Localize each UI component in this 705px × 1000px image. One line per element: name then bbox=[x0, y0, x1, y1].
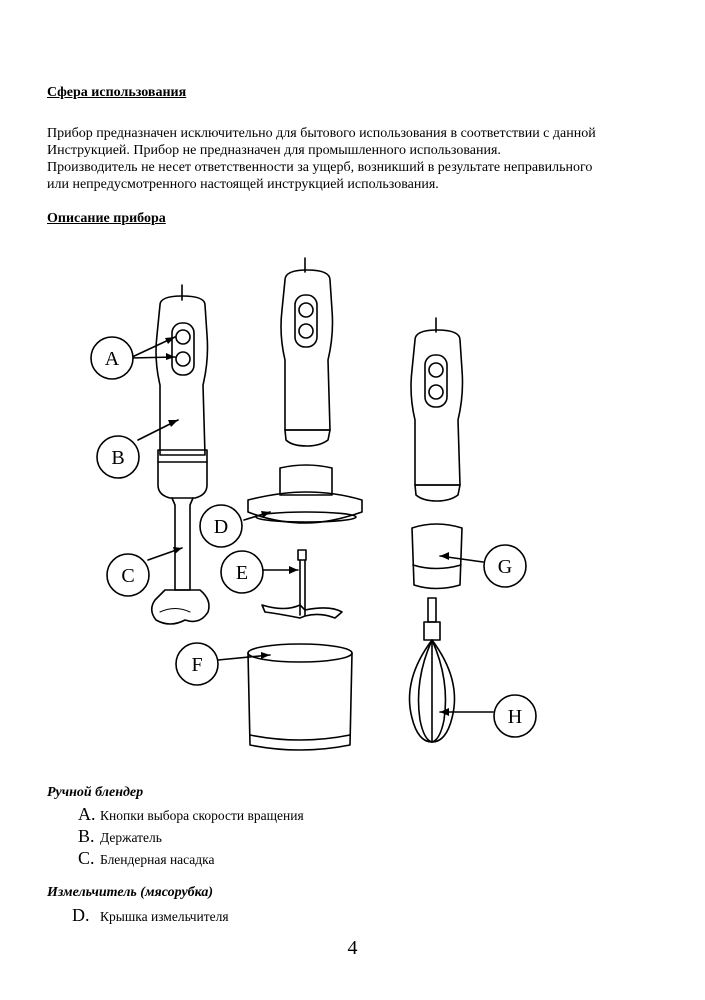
usage-line: Прибор предназначен исключительно для бытового использования в соответствии с данной bbox=[47, 126, 596, 141]
item-text: Блендерная насадка bbox=[100, 852, 215, 867]
callout-b: B bbox=[111, 447, 125, 469]
callout-h: H bbox=[507, 706, 523, 728]
usage-line: или непредусмотренного настоящей инструкцией использования. bbox=[47, 177, 439, 192]
callout-e: E bbox=[235, 562, 249, 584]
motor-unit-right bbox=[411, 318, 463, 501]
section-description-title: Описание прибора bbox=[47, 211, 166, 226]
callout-f: F bbox=[191, 654, 203, 676]
list-item bbox=[72, 905, 229, 926]
item-text: Кнопки выбора скорости вращения bbox=[100, 808, 304, 823]
callout-d: D bbox=[213, 516, 229, 538]
hand-blender-title: Ручной блендер bbox=[47, 785, 144, 800]
hand-blender-assembled bbox=[152, 285, 209, 624]
motor-unit-middle bbox=[281, 258, 333, 446]
item-letter: D. bbox=[72, 905, 90, 925]
page-number: 4 bbox=[347, 937, 358, 959]
item-text: Крышка измельчителя bbox=[100, 909, 229, 924]
item-text: Держатель bbox=[100, 830, 162, 845]
list-item bbox=[78, 848, 215, 869]
list-item bbox=[78, 826, 162, 847]
list-item bbox=[78, 804, 304, 825]
usage-line: Производитель не несет ответственности за ущерб, возникший в результате неправильного bbox=[47, 160, 593, 175]
usage-line: Инструкцией. Прибор не предназначен для промышленного использования. bbox=[47, 143, 501, 158]
whisk bbox=[410, 598, 455, 742]
item-letter: C. bbox=[78, 848, 95, 868]
item-letter: A. bbox=[78, 804, 96, 824]
section-usage-title: Сфера использования bbox=[47, 85, 187, 100]
whisk-adapter bbox=[412, 524, 462, 589]
chopper-blade bbox=[262, 550, 342, 618]
callout-g: G bbox=[497, 556, 513, 578]
item-letter: B. bbox=[78, 826, 95, 846]
chopper-bowl bbox=[248, 644, 352, 750]
callout-c: C bbox=[121, 565, 135, 587]
chopper-title: Измельчитель (мясорубка) bbox=[47, 885, 214, 900]
callout-a: A bbox=[104, 348, 120, 370]
